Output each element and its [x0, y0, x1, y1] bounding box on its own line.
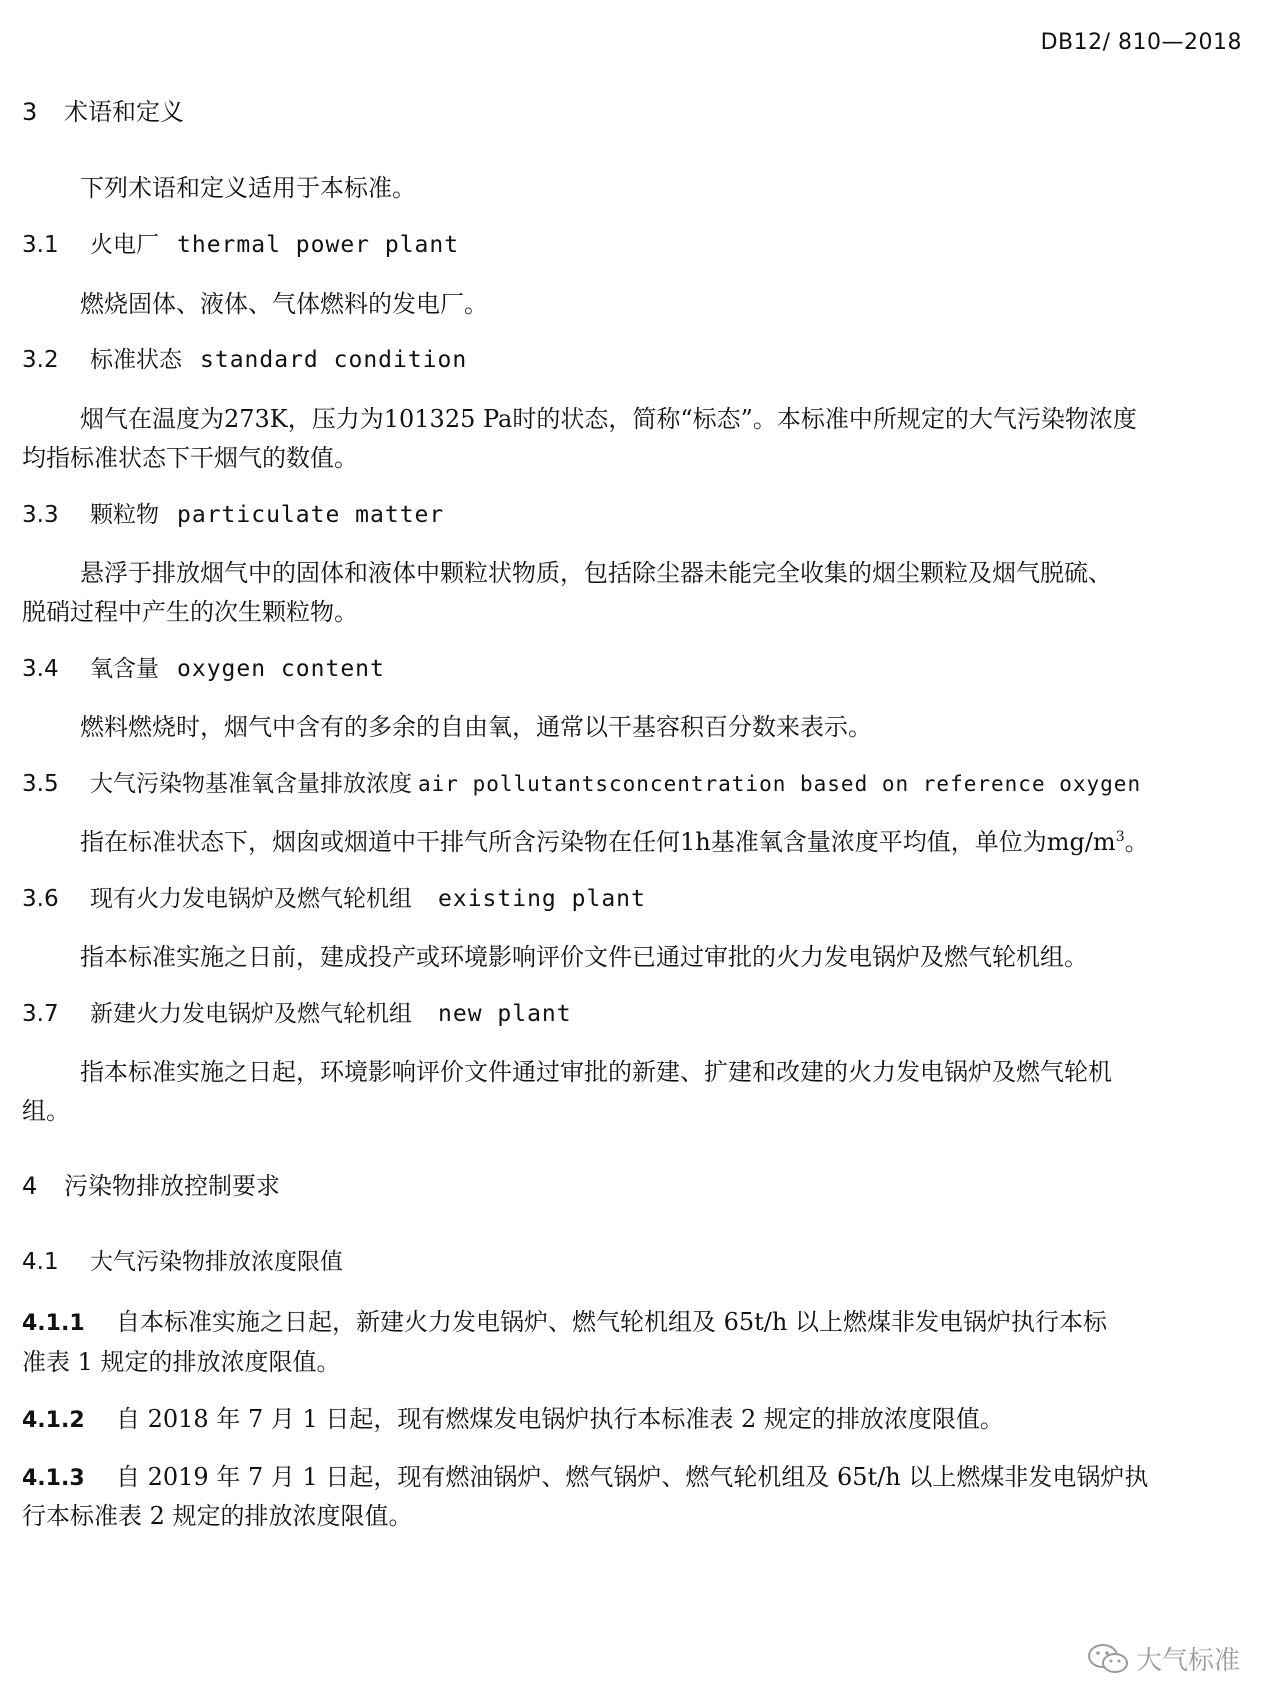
term-definition: 燃烧固体、液体、气体燃料的发电厂。 [80, 290, 488, 318]
term-heading [22, 341, 467, 374]
section-number: 3 [22, 98, 38, 126]
clause-text: 自本标准实施之日起，新建火力发电锅炉、燃气轮机组及 65t/h 以上燃煤非发电锅炉执行本标 [116, 1308, 1107, 1336]
term-cn: 标准状态 [90, 347, 182, 373]
intro-paragraph: 下列术语和定义适用于本标准。 [80, 174, 416, 202]
term-number: 3.7 [22, 1001, 59, 1027]
term-definition-cont: 脱硝过程中产生的次生颗粒物。 [22, 598, 358, 626]
clause-number: 4.1.2 [22, 1408, 85, 1433]
term-number: 3.6 [22, 886, 59, 912]
term-heading [22, 765, 1141, 798]
section-number: 4 [22, 1172, 38, 1200]
term-number: 3.1 [22, 232, 59, 258]
clause-text-cont: 准表 1 规定的排放浓度限值。 [22, 1348, 341, 1376]
clause [22, 1399, 1004, 1434]
term-heading [22, 226, 459, 259]
section-heading [22, 92, 184, 127]
subsection-number: 4.1 [22, 1249, 59, 1275]
term-definition-cont: 均指标准状态下干烟气的数值。 [22, 444, 358, 472]
term-en: oxygen content [177, 656, 385, 682]
term-definition: 指本标准实施之日前，建成投产或环境影响评价文件已通过审批的火力发电锅炉及燃气轮机组。 [80, 943, 1088, 971]
term-cn: 氧含量 [90, 656, 159, 682]
definition-end: 。 [1124, 828, 1149, 856]
term-cn: 现有火力发电锅炉及燃气轮机组 [90, 886, 412, 912]
clause [22, 1457, 1148, 1492]
clause-number: 4.1.1 [22, 1311, 85, 1336]
term-heading [22, 995, 572, 1028]
term-definition-cont: 组。 [22, 1097, 70, 1125]
term-cn: 火电厂 [90, 232, 159, 258]
term-definition: 指本标准实施之日起，环境影响评价文件通过审批的新建、扩建和改建的火力发电锅炉及燃气轮机 [80, 1058, 1112, 1086]
term-number: 3.2 [22, 347, 59, 373]
term-heading [22, 650, 385, 683]
definition-text: 指在标准状态下，烟囱或烟道中干排气所含污染物在任何1h基准氧含量浓度平均值，单位为mg/m [80, 828, 1116, 856]
watermark-text: 大气标准 [1135, 1646, 1240, 1676]
clause-number: 4.1.3 [22, 1466, 85, 1491]
clause-text: 自 2019 年 7 月 1 日起，现有燃油锅炉、燃气锅炉、燃气轮机组及 65t/h 以上燃煤非发电锅炉执 [116, 1463, 1149, 1491]
term-definition: 燃料燃烧时，烟气中含有的多余的自由氧，通常以干基容积百分数来表示。 [80, 713, 872, 741]
term-number: 3.3 [22, 502, 59, 528]
term-number: 3.5 [22, 771, 59, 797]
term-heading [22, 880, 646, 913]
watermark [1086, 1640, 1240, 1677]
term-heading [22, 496, 444, 529]
term-cn: 大气污染物基准氧含量排放浓度 [90, 771, 412, 797]
clause [22, 1302, 1107, 1337]
term-definition: 悬浮于排放烟气中的固体和液体中颗粒状物质，包括除尘器未能完全收集的烟尘颗粒及烟气脱硫、 [80, 559, 1112, 587]
term-en: particulate matter [177, 502, 445, 528]
section-title: 污染物排放控制要求 [64, 1172, 280, 1200]
term-number: 3.4 [22, 656, 59, 682]
clause-text: 自 2018 年 7 月 1 日起，现有燃煤发电锅炉执行本标准表 2 规定的排放浓度限值。 [116, 1405, 1004, 1433]
subsection-title: 大气污染物排放浓度限值 [90, 1249, 343, 1275]
term-en: standard condition [200, 347, 468, 373]
document-code: DB12/ 810—2018 [1040, 30, 1242, 55]
subsection-heading [22, 1243, 343, 1276]
term-en: existing plant [438, 886, 646, 912]
clause-text-cont: 行本标准表 2 规定的排放浓度限值。 [22, 1502, 413, 1530]
term-definition: 烟气在温度为273K，压力为101325 Pa时的状态，简称“标态”。本标准中所规定的大气污染物浓度 [80, 405, 1137, 433]
term-en: new plant [438, 1001, 572, 1027]
term-cn: 新建火力发电锅炉及燃气轮机组 [90, 1001, 412, 1027]
term-cn: 颗粒物 [90, 502, 159, 528]
unit-superscript: 3 [1115, 829, 1125, 845]
section-heading [22, 1166, 280, 1201]
term-en: air pollutantsconcentration based on reference oxygen [418, 772, 1142, 796]
wechat-icon [1086, 1642, 1130, 1676]
term-en: thermal power plant [177, 232, 460, 258]
section-title: 术语和定义 [64, 98, 184, 126]
term-definition [80, 822, 1149, 857]
